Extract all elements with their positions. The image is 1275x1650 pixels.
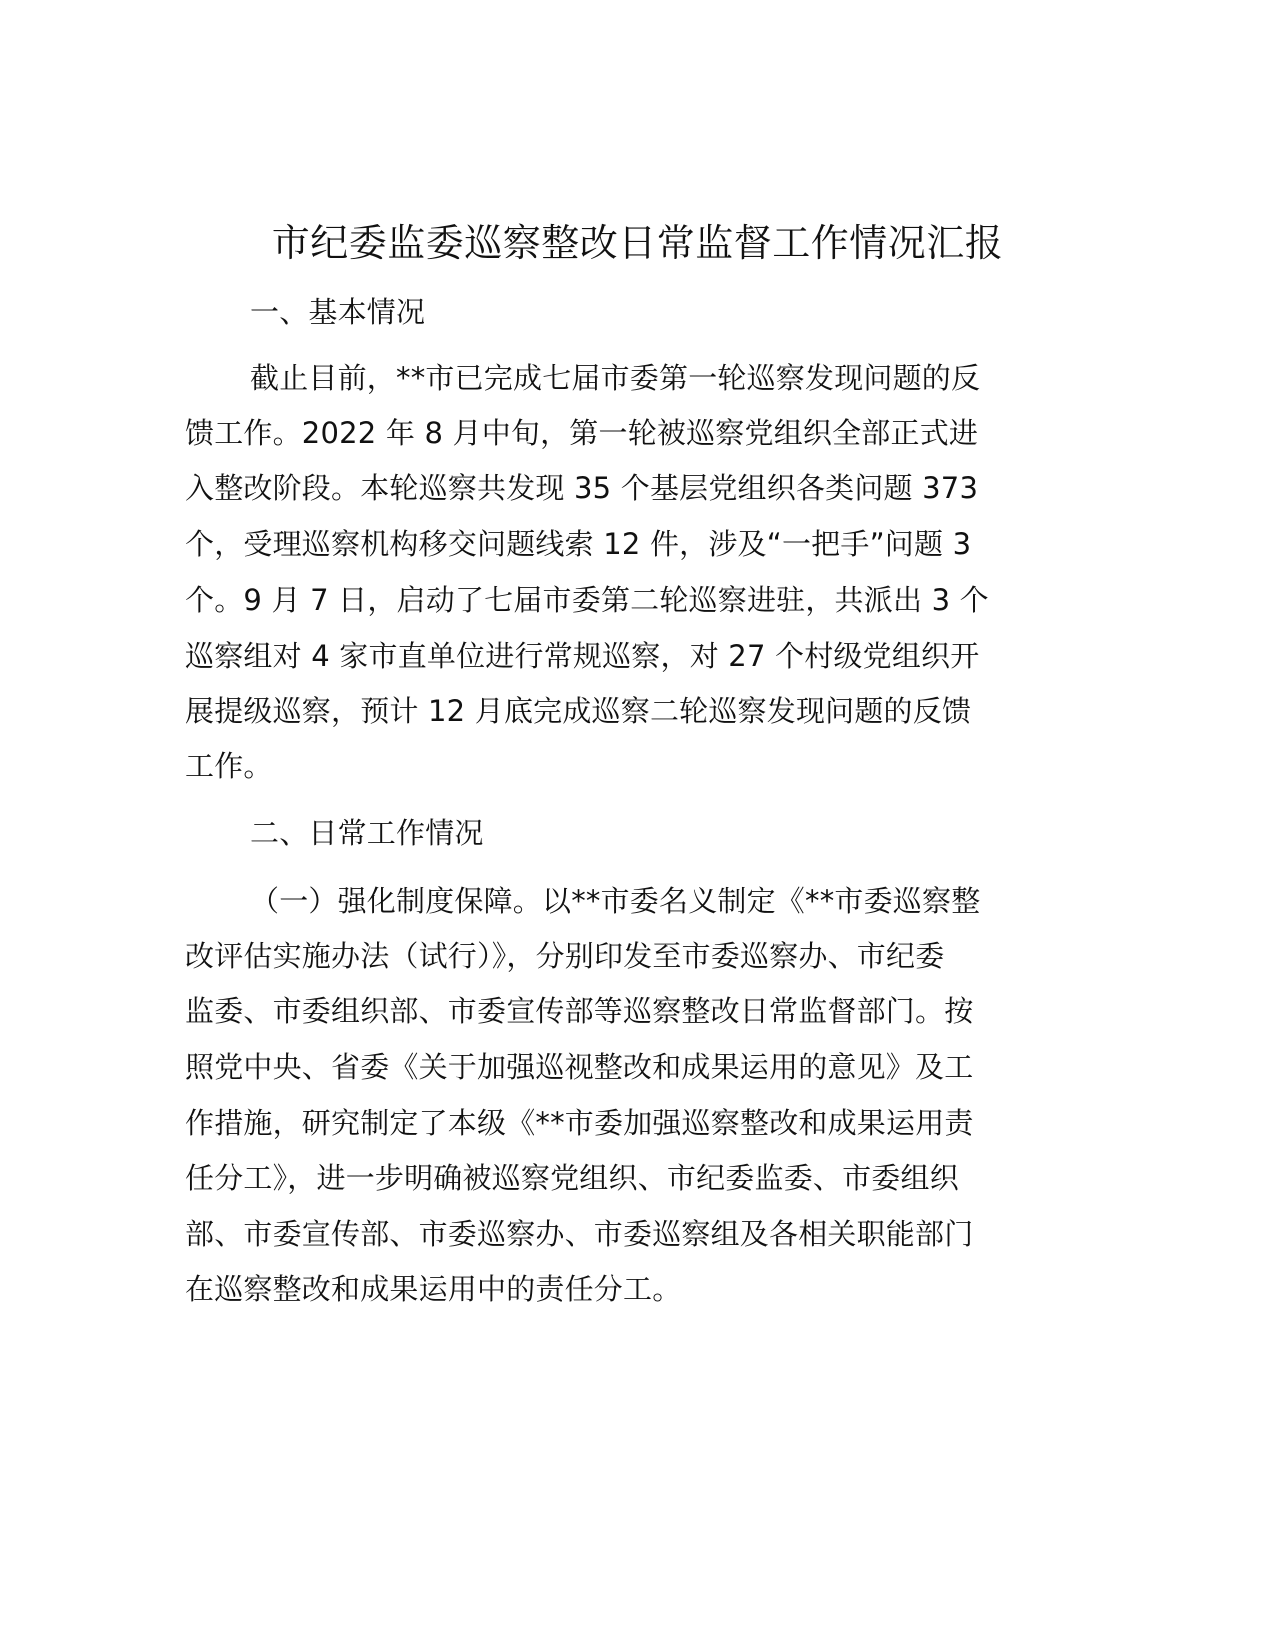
paragraph-line: 截止目前，**市已完成七届市委第一轮巡察发现问题的反 [250,361,981,395]
paragraph-line: 在巡察整改和成果运用中的责任分工。 [185,1272,682,1306]
paragraph-line: 入整改阶段。本轮巡察共发现 35 个基层党组织各类问题 373 [185,471,979,505]
paragraph-line: 个。9 月 7 日，启动了七届市委第二轮巡察进驻，共派出 3 个 [185,583,989,617]
paragraph-line: 监委、市委组织部、市委宣传部等巡察整改日常监督部门。按 [185,994,974,1028]
paragraph-line: 照党中央、省委《关于加强巡视整改和成果运用的意见》及工 [185,1050,974,1084]
paragraph-line: 个，受理巡察机构移交问题线索 12 件，涉及“一把手”问题 3 [185,527,972,561]
paragraph-line: 馈工作。2022 年 8 月中旬，第一轮被巡察党组织全部正式进 [185,416,979,450]
paragraph-line: 工作。 [185,749,273,783]
paragraph-line: 部、市委宣传部、市委巡察办、市委巡察组及各相关职能部门 [185,1217,974,1251]
paragraph-line: 改评估实施办法（试行）》，分别印发至市委巡察办、市纪委 [185,939,945,973]
paragraph-line: 任分工》，进一步明确被巡察党组织、市纪委监委、市委组织 [185,1161,959,1195]
document-title: 市纪委监委巡察整改日常监督工作情况汇报 [271,221,1004,265]
section-heading-daily-work: 二、日常工作情况 [250,816,484,850]
paragraph-line: （一）强化制度保障。以**市委名义制定《**市委巡察整 [250,884,981,918]
paragraph-line: 巡察组对 4 家市直单位进行常规巡察，对 27 个村级党组织开 [185,639,980,673]
section-heading-basic-situation: 一、基本情况 [250,295,426,329]
paragraph-line: 作措施，研究制定了本级《**市委加强巡察整改和成果运用责 [185,1106,974,1140]
paragraph-line: 展提级巡察，预计 12 月底完成巡察二轮巡察发现问题的反馈 [185,694,972,728]
